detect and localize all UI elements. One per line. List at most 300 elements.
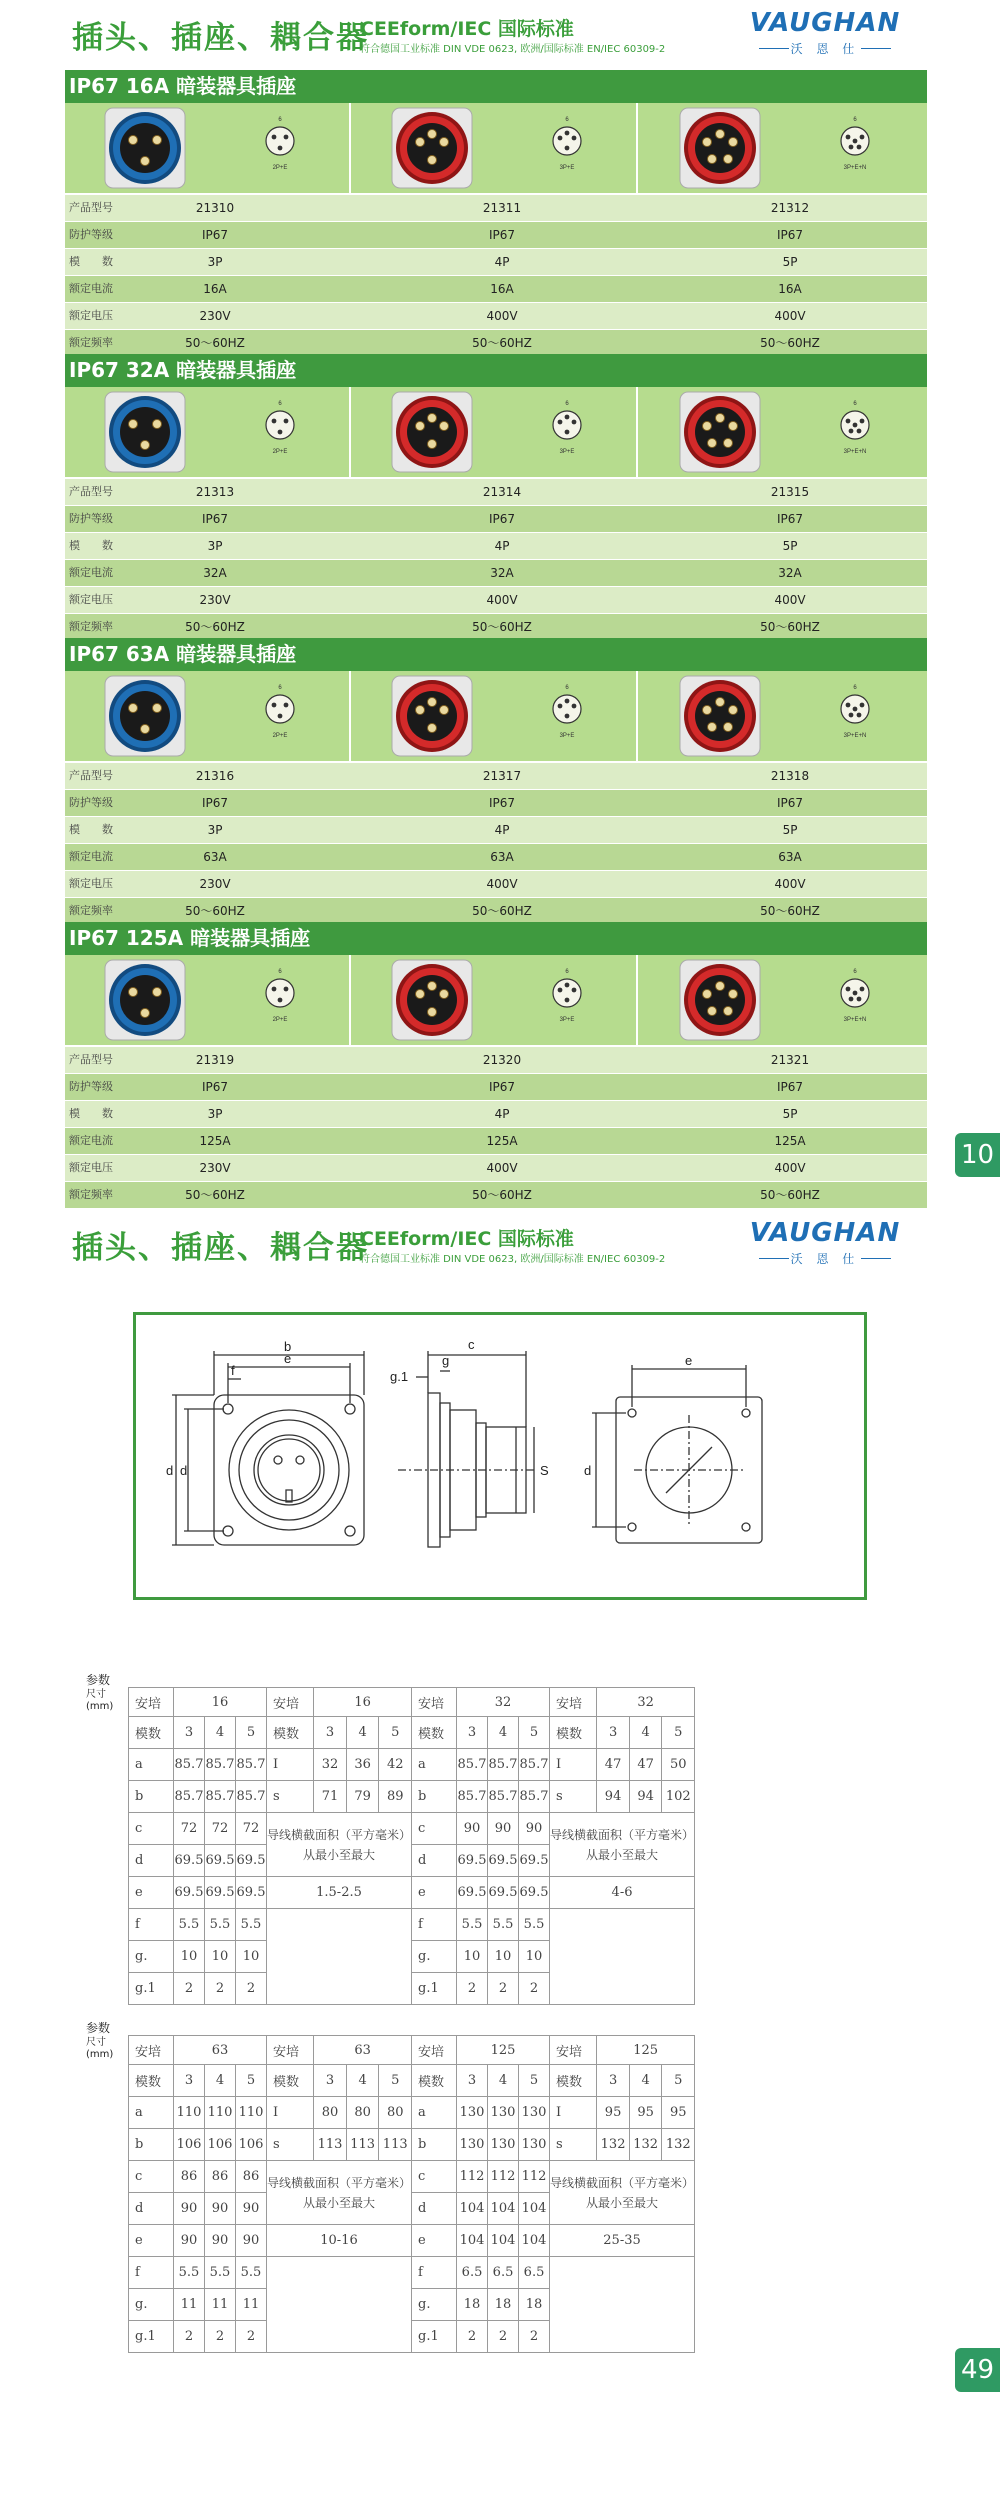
table-cell: 3: [314, 2065, 347, 2097]
spec-label: 模 数: [69, 255, 113, 268]
spec-label: 防护等级: [69, 228, 113, 241]
pin-layout-label: 2P+E: [272, 165, 288, 171]
table-cell: g.1: [129, 1973, 174, 2005]
product-image-cell: [640, 955, 926, 1045]
unit-label: 尺寸 (mm): [86, 1689, 114, 1712]
table-cell: e: [412, 1877, 457, 1909]
table-cell: a: [129, 2097, 174, 2129]
svg-text:6: 6: [853, 969, 857, 975]
table-cell: 5: [236, 2065, 267, 2097]
table-cell: 4: [629, 2065, 662, 2097]
table-cell: 130: [519, 2129, 550, 2161]
table-cell: 10: [519, 1941, 550, 1973]
table-cell: 72: [205, 1813, 236, 1845]
table-cell: 110: [236, 2097, 267, 2129]
spec-value: 230V: [199, 309, 231, 323]
spec-value: 21311: [482, 201, 522, 215]
table-cell: 104: [457, 2225, 488, 2257]
spec-value: 21317: [482, 769, 522, 783]
socket-product-image: [65, 387, 351, 477]
vaughan-logo: [745, 1218, 905, 1268]
spec-label: 产品型号: [69, 485, 113, 498]
spec-label: 模 数: [69, 823, 113, 836]
table-cell: 90: [236, 2225, 267, 2257]
spec-label: 额定频率: [69, 336, 113, 349]
wire-range: 10-16: [267, 2225, 412, 2257]
product-section: [65, 70, 927, 357]
table-cell: 安培: [129, 2036, 174, 2065]
spec-row: [65, 1047, 927, 1074]
table-cell: 11: [174, 2289, 205, 2321]
table-cell: 11: [236, 2289, 267, 2321]
spec-value: 16A: [490, 282, 514, 296]
dim-label-d-rear: d: [584, 1463, 592, 1478]
table-cell: 10: [488, 1941, 519, 1973]
spec-row: [65, 763, 927, 790]
table-cell: 69.5: [519, 1845, 550, 1877]
spec-row: [65, 249, 927, 276]
table-cell: 90: [457, 1813, 488, 1845]
table-cell: 安培: [129, 1688, 174, 1717]
spec-row: [65, 587, 927, 614]
table-cell: 4: [346, 1717, 379, 1749]
spec-value: 21320: [482, 1053, 522, 1067]
table-cell: 5.5: [236, 1909, 267, 1941]
table-cell: [267, 2257, 412, 2353]
spec-value: 50～60HZ: [185, 1188, 245, 1202]
table-cell: 16: [314, 1688, 412, 1717]
table-cell: 69.5: [488, 1845, 519, 1877]
socket-product-image: [352, 387, 638, 477]
logo-text: VAUGHAN: [749, 8, 901, 38]
pin-layout-label: 3P+E: [559, 1017, 575, 1023]
spec-label: 防护等级: [69, 512, 113, 525]
spec-row: [65, 195, 927, 222]
spec-row: [65, 790, 927, 817]
spec-value: 4P: [494, 1107, 510, 1121]
pin-layout-icon: [553, 411, 581, 439]
spec-value: 5P: [782, 539, 798, 553]
spec-label: 模 数: [69, 1107, 113, 1120]
table-cell: 106: [174, 2129, 205, 2161]
table-cell: 2: [488, 2321, 519, 2353]
dim-label-f: f: [231, 1363, 235, 1378]
table-cell: 79: [346, 1781, 379, 1813]
table-cell: 130: [488, 2097, 519, 2129]
table-cell: 90: [488, 1813, 519, 1845]
table-cell: 95: [629, 2097, 662, 2129]
svg-text:6: 6: [278, 401, 282, 407]
spec-row: [65, 479, 927, 506]
spec-row: [65, 1128, 927, 1155]
table-cell: 86: [205, 2161, 236, 2193]
svg-text:6: 6: [853, 401, 857, 407]
svg-text:6: 6: [853, 685, 857, 691]
table-cell: 2: [236, 2321, 267, 2353]
dimension-drawing-svg: [136, 1315, 864, 1597]
table-cell: 132: [597, 2129, 630, 2161]
spec-value: 125A: [199, 1134, 231, 1148]
spec-value: IP67: [776, 512, 804, 526]
product-image-row: [65, 955, 927, 1047]
spec-value: 50～60HZ: [185, 336, 245, 350]
header-subtitle: CEEform/IEC 国际标准: [360, 18, 574, 40]
table-cell: 90: [205, 2225, 236, 2257]
spec-value: 50～60HZ: [760, 620, 820, 634]
table-cell: 72: [174, 1813, 205, 1845]
table-cell: 80: [314, 2097, 347, 2129]
table-cell: 11: [205, 2289, 236, 2321]
spec-row: [65, 560, 927, 587]
page-header-top: [0, 0, 1000, 70]
table-cell: a: [129, 1749, 174, 1781]
table-cell: 69.5: [236, 1845, 267, 1877]
section-title: IP67 32A 暗装器具插座: [65, 354, 927, 387]
table-cell: 18: [488, 2289, 519, 2321]
table-cell: 模数: [267, 1717, 314, 1749]
dim-label-e-rear: e: [685, 1353, 693, 1368]
svg-text:6: 6: [278, 969, 282, 975]
spec-value: 3P: [207, 823, 223, 837]
spec-value: 125A: [486, 1134, 518, 1148]
table-cell: 4: [205, 1717, 236, 1749]
spec-value: 230V: [199, 1161, 231, 1175]
table-cell: 112: [488, 2161, 519, 2193]
spec-value: 50～60HZ: [185, 620, 245, 634]
product-section: [65, 922, 927, 1209]
table-cell: a: [412, 2097, 457, 2129]
header-standard-note: 符合德国工业标准 DIN VDE 0623, 欧洲/国际标准 EN/IEC 60309-2: [360, 44, 666, 55]
spec-row: [65, 1155, 927, 1182]
spec-value: 50～60HZ: [760, 904, 820, 918]
socket-product-image: [352, 103, 638, 193]
table-cell: 4: [346, 2065, 379, 2097]
svg-text:6: 6: [853, 117, 857, 123]
spec-row: [65, 817, 927, 844]
table-cell: 18: [457, 2289, 488, 2321]
table-cell: f: [129, 1909, 174, 1941]
table-cell: 5: [662, 2065, 695, 2097]
wire-cross-section-note: 导线横截面积（平方毫米） 从最小至最大: [550, 2161, 695, 2225]
table-cell: c: [129, 1813, 174, 1845]
table-cell: 5: [662, 1717, 695, 1749]
spec-label: 额定电压: [69, 1161, 113, 1174]
spec-value: 50～60HZ: [760, 1188, 820, 1202]
product-image-row: [65, 103, 927, 195]
table-cell: 69.5: [519, 1877, 550, 1909]
spec-row: [65, 844, 927, 871]
spec-value: IP67: [488, 228, 516, 242]
spec-value: 50～60HZ: [472, 336, 532, 350]
spec-value: 63A: [490, 850, 514, 864]
table-cell: 10: [174, 1941, 205, 1973]
table-cell: g.1: [129, 2321, 174, 2353]
spec-value: IP67: [488, 1080, 516, 1094]
table-cell: 85.7: [519, 1781, 550, 1813]
pin-layout-icon: [266, 695, 294, 723]
spec-label: 额定电流: [69, 282, 113, 295]
table-cell: 86: [236, 2161, 267, 2193]
socket-product-image: [65, 955, 351, 1045]
table-cell: 安培: [267, 1688, 314, 1717]
table-cell: 3: [174, 1717, 205, 1749]
socket-face: [254, 1435, 324, 1505]
table-cell: s: [267, 1781, 314, 1813]
front-plate: [214, 1395, 364, 1545]
pin-layout-label: 3P+E: [559, 733, 575, 739]
spec-label: 额定电压: [69, 593, 113, 606]
spec-row: [65, 276, 927, 303]
table-cell: 89: [379, 1781, 412, 1813]
spec-label: 产品型号: [69, 1053, 113, 1066]
spec-value: 4P: [494, 255, 510, 269]
table-cell: g.1: [412, 2321, 457, 2353]
table-cell: I: [550, 1749, 597, 1781]
front-ring-outer: [229, 1410, 349, 1530]
dim-label-d-outer: d: [166, 1463, 174, 1478]
table-cell: 106: [236, 2129, 267, 2161]
table-cell: 130: [488, 2129, 519, 2161]
table-cell: 42: [379, 1749, 412, 1781]
table-cell: 32: [314, 1749, 347, 1781]
spec-value: 400V: [486, 593, 518, 607]
spec-label: 产品型号: [69, 201, 113, 214]
pin-layout-icon: [841, 979, 869, 1007]
table-cell: 94: [629, 1781, 662, 1813]
spec-row: [65, 614, 927, 641]
spec-label: 额定频率: [69, 1188, 113, 1201]
dimension-table: [128, 2035, 695, 2353]
svg-text:6: 6: [278, 117, 282, 123]
table-cell: e: [129, 1877, 174, 1909]
table-cell: 132: [629, 2129, 662, 2161]
spec-value: 21315: [770, 485, 810, 499]
dim-label-g: g: [442, 1353, 450, 1368]
spec-value: 125A: [774, 1134, 806, 1148]
spec-value: 16A: [778, 282, 802, 296]
table-cell: 69.5: [457, 1877, 488, 1909]
table-cell: 5: [379, 2065, 412, 2097]
table-cell: 85.7: [236, 1749, 267, 1781]
product-image-cell: [640, 671, 926, 761]
table-cell: 104: [457, 2193, 488, 2225]
pin-layout-label: 3P+E: [559, 449, 575, 455]
pin-layout-icon: [553, 695, 581, 723]
table-cell: 130: [519, 2097, 550, 2129]
pin-layout-label: 2P+E: [272, 449, 288, 455]
table-cell: 3: [597, 1717, 630, 1749]
spec-value: IP67: [201, 228, 229, 242]
table-cell: c: [412, 1813, 457, 1845]
product-image-cell: [65, 103, 351, 193]
socket-product-image: [65, 103, 351, 193]
table-cell: 32: [597, 1688, 695, 1717]
spec-value: 3P: [207, 539, 223, 553]
table-cell: 2: [457, 2321, 488, 2353]
logo-subtext: 沃 恩 仕: [790, 42, 860, 56]
table-cell: d: [129, 2193, 174, 2225]
table-cell: 85.7: [205, 1781, 236, 1813]
table-cell: 2: [236, 1973, 267, 2005]
svg-text:6: 6: [565, 969, 569, 975]
spec-label: 额定频率: [69, 620, 113, 633]
table-cell: 104: [488, 2193, 519, 2225]
spec-value: 3P: [207, 255, 223, 269]
spec-value: 21319: [195, 1053, 235, 1067]
spec-value: 5P: [782, 823, 798, 837]
table-cell: 69.5: [205, 1845, 236, 1877]
table-cell: 4: [488, 1717, 519, 1749]
table-cell: e: [412, 2225, 457, 2257]
spec-value: 63A: [778, 850, 802, 864]
product-image-cell: [640, 387, 926, 477]
spec-value: 400V: [774, 1161, 806, 1175]
pin-layout-label: 3P+E+N: [843, 733, 867, 739]
table-cell: 69.5: [457, 1845, 488, 1877]
table-cell: 104: [519, 2193, 550, 2225]
table-cell: 69.5: [488, 1877, 519, 1909]
section-title: IP67 125A 暗装器具插座: [65, 922, 927, 955]
page-header-bottom: [0, 1210, 1000, 1280]
table-cell: 2: [205, 1973, 236, 2005]
table-cell: 安培: [550, 1688, 597, 1717]
pin-layout-icon: [841, 411, 869, 439]
socket-product-image: [352, 955, 638, 1045]
table-cell: g.1: [412, 1973, 457, 2005]
table-cell: f: [412, 2257, 457, 2289]
table-cell: 69.5: [236, 1877, 267, 1909]
spec-value: 50～60HZ: [472, 620, 532, 634]
socket-product-image: [65, 671, 351, 761]
page-number-tab: 10: [955, 1133, 1000, 1177]
table-cell: 5.5: [174, 2257, 205, 2289]
wire-range: 1.5-2.5: [267, 1877, 412, 1909]
table-cell: g.: [412, 2289, 457, 2321]
spec-label: 额定频率: [69, 904, 113, 917]
spec-row: [65, 303, 927, 330]
spec-value: 4P: [494, 823, 510, 837]
spec-row: [65, 1182, 927, 1209]
spec-label: 额定电流: [69, 566, 113, 579]
unit-label: 尺寸 (mm): [86, 2037, 114, 2060]
table-cell: 104: [488, 2225, 519, 2257]
spec-value: IP67: [776, 1080, 804, 1094]
spec-label: 模 数: [69, 539, 113, 552]
pin-layout-icon: [841, 127, 869, 155]
table-cell: 95: [662, 2097, 695, 2129]
table-cell: b: [129, 2129, 174, 2161]
table-cell: 47: [597, 1749, 630, 1781]
spec-value: 21314: [482, 485, 522, 499]
table-cell: 5: [236, 1717, 267, 1749]
product-image-cell: [65, 671, 351, 761]
spec-label: 防护等级: [69, 1080, 113, 1093]
table-cell: 5: [519, 2065, 550, 2097]
table-cell: 10: [457, 1941, 488, 1973]
table-cell: 4: [488, 2065, 519, 2097]
product-image-row: [65, 671, 927, 763]
table-cell: [550, 1909, 695, 2005]
product-section: [65, 354, 927, 641]
table-cell: 112: [519, 2161, 550, 2193]
table-cell: 2: [519, 1973, 550, 2005]
table-cell: 5.5: [488, 1909, 519, 1941]
spec-value: 5P: [782, 255, 798, 269]
table-cell: s: [267, 2129, 314, 2161]
table-cell: 90: [519, 1813, 550, 1845]
pin-layout-label: 3P+E+N: [843, 1017, 867, 1023]
wire-cross-section-note: 导线横截面积（平方毫米） 从最小至最大: [267, 2161, 412, 2225]
table-cell: [267, 1909, 412, 2005]
table-cell: I: [267, 1749, 314, 1781]
table-cell: 130: [457, 2097, 488, 2129]
table-cell: s: [550, 1781, 597, 1813]
table-cell: 10: [205, 1941, 236, 1973]
spec-value: 32A: [490, 566, 514, 580]
header-subtitle: CEEform/IEC 国际标准: [360, 1228, 574, 1250]
spec-value: 400V: [486, 309, 518, 323]
spec-value: 21316: [195, 769, 235, 783]
table-cell: 模数: [129, 2065, 174, 2097]
spec-value: 400V: [774, 593, 806, 607]
spec-label: 额定电流: [69, 850, 113, 863]
pin-layout-label: 2P+E: [272, 1017, 288, 1023]
table-cell: 模数: [129, 1717, 174, 1749]
table-cell: c: [129, 2161, 174, 2193]
table-cell: 85.7: [457, 1749, 488, 1781]
table-cell: 72: [236, 1813, 267, 1845]
dim-label-g1: g.1: [390, 1369, 409, 1384]
table-cell: 32: [457, 1688, 550, 1717]
product-image-row: [65, 387, 927, 479]
pin-layout-icon: [266, 979, 294, 1007]
socket-product-image: [352, 671, 638, 761]
table-cell: 模数: [412, 1717, 457, 1749]
spec-label: 额定电压: [69, 877, 113, 890]
table-cell: 85.7: [519, 1749, 550, 1781]
table-cell: 102: [662, 1781, 695, 1813]
socket-product-image: [640, 387, 926, 477]
table-cell: 113: [346, 2129, 379, 2161]
table-cell: 125: [457, 2036, 550, 2065]
table-cell: 2: [519, 2321, 550, 2353]
dim-label-e: e: [284, 1351, 292, 1366]
table-cell: b: [412, 1781, 457, 1813]
table-cell: f: [412, 1909, 457, 1941]
table-cell: b: [412, 2129, 457, 2161]
spec-value: 230V: [199, 593, 231, 607]
table-cell: d: [412, 2193, 457, 2225]
spec-value: 400V: [774, 309, 806, 323]
wire-range: 4-6: [550, 1877, 695, 1909]
spec-value: 230V: [199, 877, 231, 891]
dimension-table: [128, 1687, 695, 2005]
pin-layout-label: 3P+E: [559, 165, 575, 171]
table-cell: 132: [662, 2129, 695, 2161]
table-cell: I: [550, 2097, 597, 2129]
table-cell: 90: [205, 2193, 236, 2225]
dim-label-d-inner: d: [180, 1463, 188, 1478]
logo-text: VAUGHAN: [749, 1218, 901, 1248]
spec-label: 额定电流: [69, 1134, 113, 1147]
spec-value: 21313: [195, 485, 235, 499]
table-cell: 86: [174, 2161, 205, 2193]
spec-value: IP67: [488, 796, 516, 810]
table-cell: 125: [597, 2036, 695, 2065]
table-cell: 5.5: [205, 2257, 236, 2289]
table-cell: 安培: [412, 1688, 457, 1717]
table-cell: a: [412, 1749, 457, 1781]
